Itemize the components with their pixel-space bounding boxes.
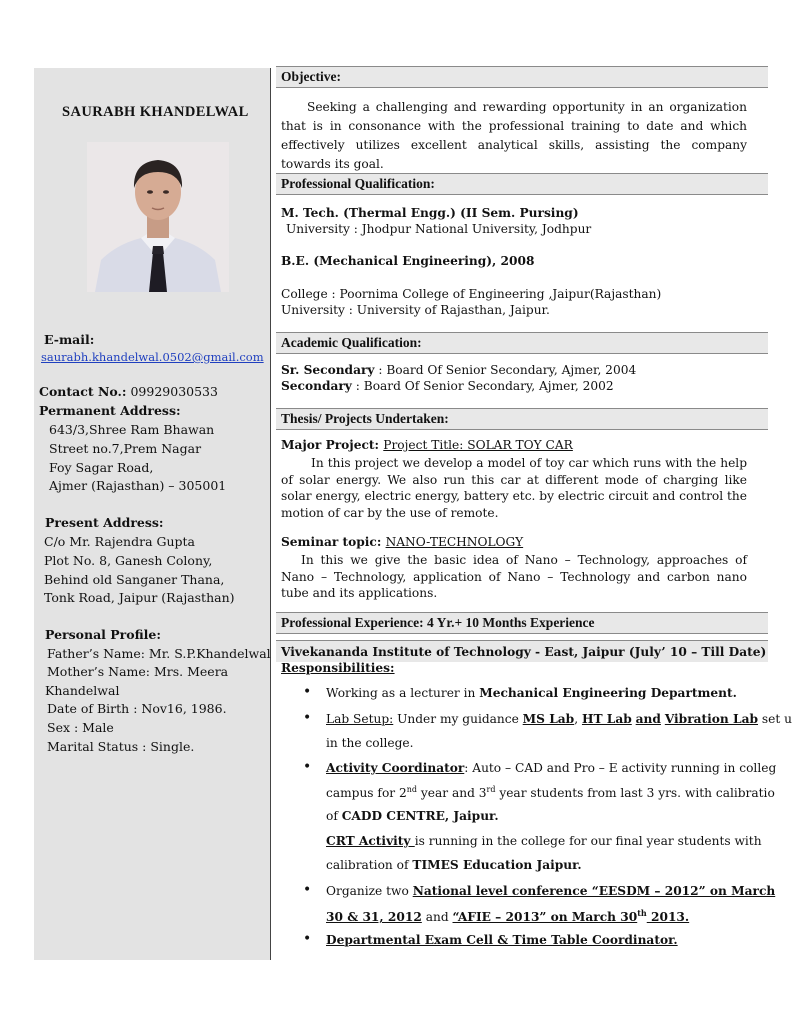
- projects-heading: Thesis/ Projects Undertaken:: [276, 408, 768, 430]
- present-address-label: Present Address:: [45, 515, 164, 530]
- present-address-line: Tonk Road, Jaipur (Rajasthan): [44, 590, 235, 605]
- profile-line: Father’s Name: Mr. S.P.Khandelwal: [47, 646, 271, 661]
- bullet-text: is running in the college for our final year students with: [414, 834, 762, 848]
- mtech-title: M. Tech. (Thermal Engg.) (II Sem. Pursing): [281, 206, 579, 220]
- bullet-dot: •: [303, 710, 312, 726]
- profile-photo: [87, 142, 229, 292]
- bullet-continuation: [326, 858, 582, 872]
- profile-line: Date of Birth : Nov16, 1986.: [47, 701, 227, 716]
- bullet-continuation: [326, 809, 499, 823]
- bullet-text: : Auto – CAD and Pro – E activity running in colleg: [464, 761, 777, 775]
- permanent-address-line: Street no.7,Prem Nagar: [49, 441, 202, 456]
- bullet-dot: •: [303, 931, 312, 947]
- bullet-text: calibration of: [326, 858, 413, 872]
- times-education: TIMES Education Jaipur.: [412, 858, 582, 872]
- bullet-text: Under my guidance: [393, 712, 523, 726]
- be-college: College : Poornima College of Engineering ,Jaipur(Rajasthan): [281, 287, 662, 301]
- major-project-title: Project Title: SOLAR TOY CAR: [383, 438, 573, 452]
- responsibilities-label: Responsibilities:: [281, 661, 395, 675]
- present-address-line: C/o Mr. Rajendra Gupta: [44, 534, 196, 549]
- academic-row-label: Secondary: [281, 379, 352, 393]
- crt-activity-line: [326, 834, 768, 848]
- objective-heading: Objective:: [276, 66, 768, 88]
- academic-qualification-heading: Academic Qualification:: [276, 332, 768, 354]
- email-link[interactable]: saurabh.khandelwal.0502@gmail.com: [41, 350, 264, 364]
- bullet-item: [326, 712, 792, 726]
- activity-coordinator-label: Activity Coordinator: [326, 761, 465, 775]
- bullet-text: campus for 2: [326, 786, 407, 801]
- contact-label: Contact No.:: [39, 384, 127, 399]
- conference-dates: 30 & 31, 2012: [326, 910, 422, 925]
- major-project-line: [281, 438, 573, 452]
- superscript: th: [637, 908, 647, 918]
- seminar-line: [281, 535, 523, 549]
- superscript: nd: [406, 785, 418, 794]
- permanent-address-label: Permanent Address:: [39, 403, 181, 418]
- seminar-title: NANO-TECHNOLOGY: [385, 535, 524, 549]
- email-label: E-mail:: [44, 332, 95, 347]
- ms-lab: MS Lab: [522, 712, 575, 726]
- objective-text: Seeking a challenging and rewarding opportunity in an organization that is in consonance with the professional training to date and which effectively utilizes excellent analytical skills, assisting the company towards its goal.: [281, 100, 747, 171]
- afie-year: 2013.: [646, 910, 690, 925]
- profile-line: Mother’s Name: Mrs. Meera: [47, 664, 229, 679]
- bullet-dot: •: [303, 759, 312, 775]
- seminar-label: Seminar topic:: [281, 535, 386, 549]
- bullet-text: and: [421, 910, 453, 925]
- eesdm-conference: National level conference “EESDM – 2012” on March: [412, 884, 776, 898]
- bullet-text: of: [326, 809, 342, 823]
- bullet-text: ,: [574, 712, 582, 726]
- crt-activity-label: CRT Activity: [326, 834, 415, 848]
- afie-conference: “AFIE – 2013” on March 30: [452, 910, 638, 925]
- vibration-lab: Vibration Lab: [664, 712, 759, 726]
- superscript: rd: [486, 785, 496, 794]
- bullet-continuation: [326, 785, 775, 801]
- academic-row-value: : Board Of Senior Secondary, Ajmer, 2004: [374, 363, 637, 377]
- exam-cell-coordinator: Departmental Exam Cell & Time Table Coordinator.: [326, 933, 678, 947]
- bullet-text: year students from last 3 yrs. with calibratio: [495, 786, 775, 801]
- cadd-centre: CADD CENTRE, Jaipur.: [341, 809, 499, 823]
- organization: Vivekananda Institute of Technology - East, Jaipur (July’ 10 – Till Date): [281, 645, 767, 659]
- contact-row: [39, 384, 218, 399]
- bullet-item: [326, 884, 775, 898]
- major-project-text: In this project we develop a model of toy car which runs with the help of solar energy. We also run this car at different mode of charging like solar energy, electric energy, battery etc. by electric circuit and control the motion of car by the use of remote.: [281, 456, 747, 520]
- bullet-text: year and 3: [417, 786, 487, 801]
- column-divider: [270, 68, 271, 960]
- permanent-address-line: Ajmer (Rajasthan) – 305001: [49, 478, 227, 493]
- present-address-line: Behind old Sanganer Thana,: [44, 572, 225, 587]
- profile-line: Sex : Male: [47, 720, 114, 735]
- bullet-text: Working as a lecturer in: [326, 686, 480, 700]
- bullet-text: set u: [758, 712, 792, 726]
- bullet-text: Organize two: [326, 884, 413, 898]
- academic-row: [281, 379, 614, 393]
- academic-row-label: Sr. Secondary: [281, 363, 375, 377]
- bullet-continuation: in the college.: [326, 736, 414, 750]
- major-project-label: Major Project:: [281, 438, 384, 452]
- academic-row: [281, 363, 636, 377]
- seminar-text: In this we give the basic idea of Nano – Technology, approaches of Nano – Technology, application of Nano – Technology and carbon nano tube and its applications.: [281, 553, 747, 600]
- bullet-item: [326, 686, 737, 700]
- permanent-address-line: Foy Sagar Road,: [49, 460, 154, 475]
- bullet-bold: Mechanical Engineering Department.: [479, 686, 737, 700]
- professional-qualification-heading: Professional Qualification:: [276, 173, 768, 195]
- mtech-university: University : Jhodpur National University, Jodhpur: [286, 222, 592, 236]
- and-word: and: [635, 712, 661, 726]
- present-address-line: Plot No. 8, Ganesh Colony,: [44, 553, 213, 568]
- ht-lab: HT Lab: [581, 712, 632, 726]
- permanent-address-line: 643/3,Shree Ram Bhawan: [49, 422, 215, 437]
- academic-row-value: : Board Of Senior Secondary, Ajmer, 2002: [351, 379, 614, 393]
- bullet-dot: •: [303, 882, 312, 898]
- lab-setup-label: Lab Setup:: [326, 712, 394, 726]
- bullet-dot: •: [303, 684, 312, 700]
- bullet-item: [326, 761, 777, 775]
- bullet-continuation: [326, 908, 689, 924]
- be-title: B.E. (Mechanical Engineering), 2008: [281, 254, 535, 268]
- profile-line: Khandelwal: [45, 683, 120, 698]
- contact-number: 09929030533: [126, 384, 218, 399]
- experience-heading: Professional Experience: 4 Yr.+ 10 Months Experience: [276, 612, 768, 634]
- be-university: University : University of Rajasthan, Jaipur.: [281, 303, 550, 317]
- candidate-name: SAURABH KHANDELWAL: [62, 104, 249, 120]
- profile-line: Marital Status : Single.: [47, 739, 195, 754]
- portrait-image: [87, 142, 229, 292]
- personal-profile-label: Personal Profile:: [45, 627, 161, 642]
